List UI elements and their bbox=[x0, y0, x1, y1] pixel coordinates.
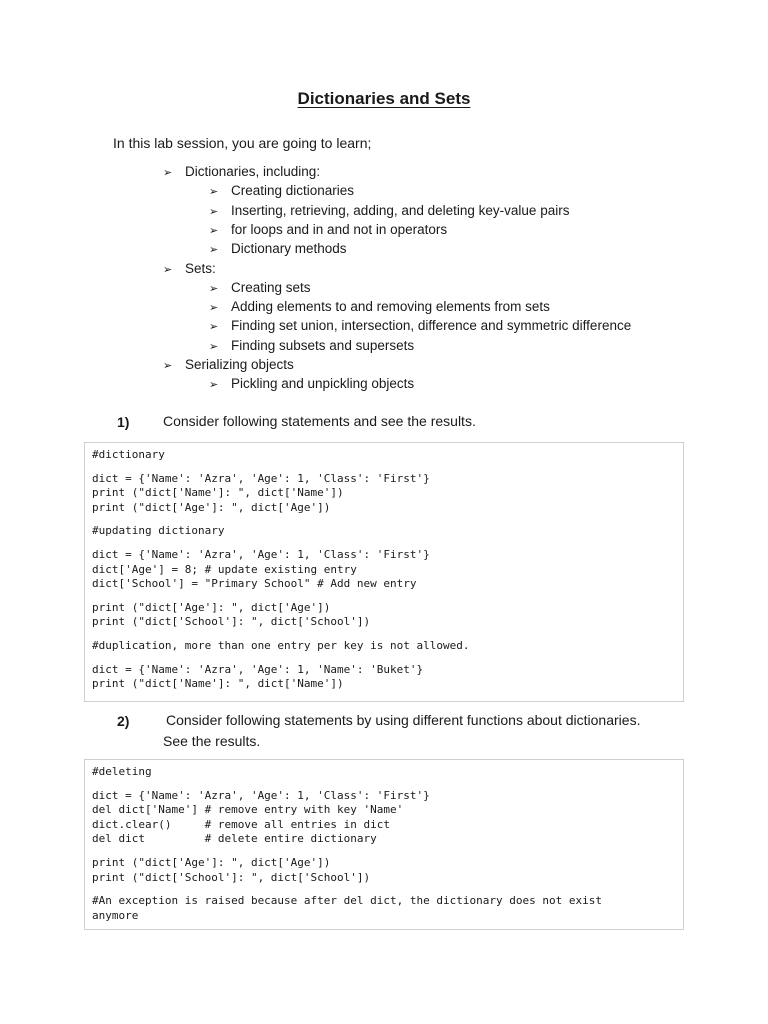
outline-subtopic bbox=[209, 374, 414, 393]
outline-text: Pickling and unpickling objects bbox=[231, 376, 415, 392]
outline-topic bbox=[163, 162, 320, 181]
outline-text: Finding subsets and supersets bbox=[231, 337, 415, 353]
outline-text: Sets: bbox=[185, 260, 216, 276]
code-line: print ("dict['School']: ", dict['School']) bbox=[92, 615, 371, 629]
code-line: #dictionary bbox=[92, 448, 165, 461]
outline-text: Finding set union, intersection, difference and symmetric difference bbox=[231, 318, 632, 334]
arrow-bullet-icon: ➢ bbox=[209, 340, 219, 353]
outline-text: Dictionary methods bbox=[231, 241, 347, 257]
outline-subtopic bbox=[209, 239, 347, 258]
code-line: dict['Age'] = 8; # update existing entry bbox=[92, 562, 357, 576]
outline-text: Adding elements to and removing elements from sets bbox=[231, 299, 550, 315]
code-line: dict = {'Name': 'Azra', 'Age': 1, 'Class': 'First'} bbox=[92, 548, 430, 561]
outline-text: Creating sets bbox=[231, 279, 311, 295]
code-line: del dict # delete entire dictionary bbox=[92, 832, 377, 846]
code-line: print ("dict['Name']: ", dict['Name']) bbox=[92, 486, 344, 500]
code-block bbox=[84, 759, 684, 930]
outline-text: Serializing objects bbox=[185, 357, 294, 372]
code-line: print ("dict['School']: ", dict['School']) bbox=[92, 870, 371, 884]
arrow-bullet-icon: ➢ bbox=[209, 244, 219, 257]
code-line: #deleting bbox=[92, 765, 152, 778]
outline-topic bbox=[163, 355, 294, 374]
arrow-bullet-icon: ➢ bbox=[209, 282, 219, 295]
question-number: 1) bbox=[117, 414, 130, 430]
code-line: dict['School'] = "Primary School" # Add new entry bbox=[92, 577, 417, 591]
outline-text: for loops and in and not in operators bbox=[231, 221, 448, 237]
outline-subtopic bbox=[209, 181, 354, 200]
code-line: dict = {'Name': 'Azra', 'Age': 1, 'Class': 'First'} bbox=[92, 471, 430, 485]
code-line: dict = {'Name': 'Azra', 'Age': 1, 'Name': 'Buket'} bbox=[92, 662, 424, 676]
outline-subtopic bbox=[209, 316, 631, 335]
page-title: Dictionaries and Sets bbox=[297, 89, 471, 108]
code-line: print ("dict['Age']: ", dict['Age']) bbox=[92, 600, 331, 614]
outline-subtopic bbox=[209, 220, 447, 239]
code-line: print ("dict['Name']: ", dict['Name']) bbox=[92, 677, 344, 691]
arrow-bullet-icon: ➢ bbox=[163, 360, 173, 372]
code-line: anymore bbox=[92, 908, 139, 922]
outline-text: Inserting, retrieving, adding, and deleting key-value pairs bbox=[231, 202, 570, 218]
question-text-continued: See the results. bbox=[163, 733, 261, 749]
question-text: Consider following statements and see the results. bbox=[163, 413, 476, 429]
code-line: del dict['Name'] # remove entry with key 'Name' bbox=[92, 803, 404, 817]
outline-subtopic bbox=[209, 278, 311, 297]
arrow-bullet-icon: ➢ bbox=[209, 321, 219, 334]
code-line: #updating dictionary bbox=[92, 524, 225, 538]
arrow-bullet-icon: ➢ bbox=[209, 302, 219, 315]
code-line: print ("dict['Age']: ", dict['Age']) bbox=[92, 500, 331, 514]
outline-text: Dictionaries, including: bbox=[185, 164, 321, 179]
outline-subtopic bbox=[209, 201, 569, 220]
code-line: dict.clear() # remove all entries in dict bbox=[92, 817, 391, 831]
code-line: #duplication, more than one entry per key is not allowed. bbox=[92, 639, 470, 652]
question-number: 2) bbox=[117, 713, 130, 729]
arrow-bullet-icon: ➢ bbox=[209, 205, 219, 218]
arrow-bullet-icon: ➢ bbox=[163, 263, 173, 276]
question-text: Consider following statements by using different functions about dictionaries. bbox=[166, 712, 641, 728]
outline-topic bbox=[163, 259, 216, 278]
outline-subtopic bbox=[209, 336, 414, 355]
code-line: print ("dict['Age']: ", dict['Age']) bbox=[92, 856, 331, 869]
outline-text: Creating dictionaries bbox=[231, 183, 355, 199]
outline-subtopic bbox=[209, 297, 550, 316]
code-block bbox=[84, 442, 684, 702]
arrow-bullet-icon: ➢ bbox=[163, 167, 173, 179]
arrow-bullet-icon: ➢ bbox=[209, 186, 219, 199]
arrow-bullet-icon: ➢ bbox=[209, 224, 219, 237]
code-line: #An exception is raised because after del dict, the dictionary does not exist bbox=[92, 894, 602, 908]
code-line: dict = {'Name': 'Azra', 'Age': 1, 'Class': 'First'} bbox=[92, 788, 430, 802]
intro-text: In this lab session, you are going to learn; bbox=[113, 135, 372, 151]
arrow-bullet-icon: ➢ bbox=[209, 379, 219, 392]
